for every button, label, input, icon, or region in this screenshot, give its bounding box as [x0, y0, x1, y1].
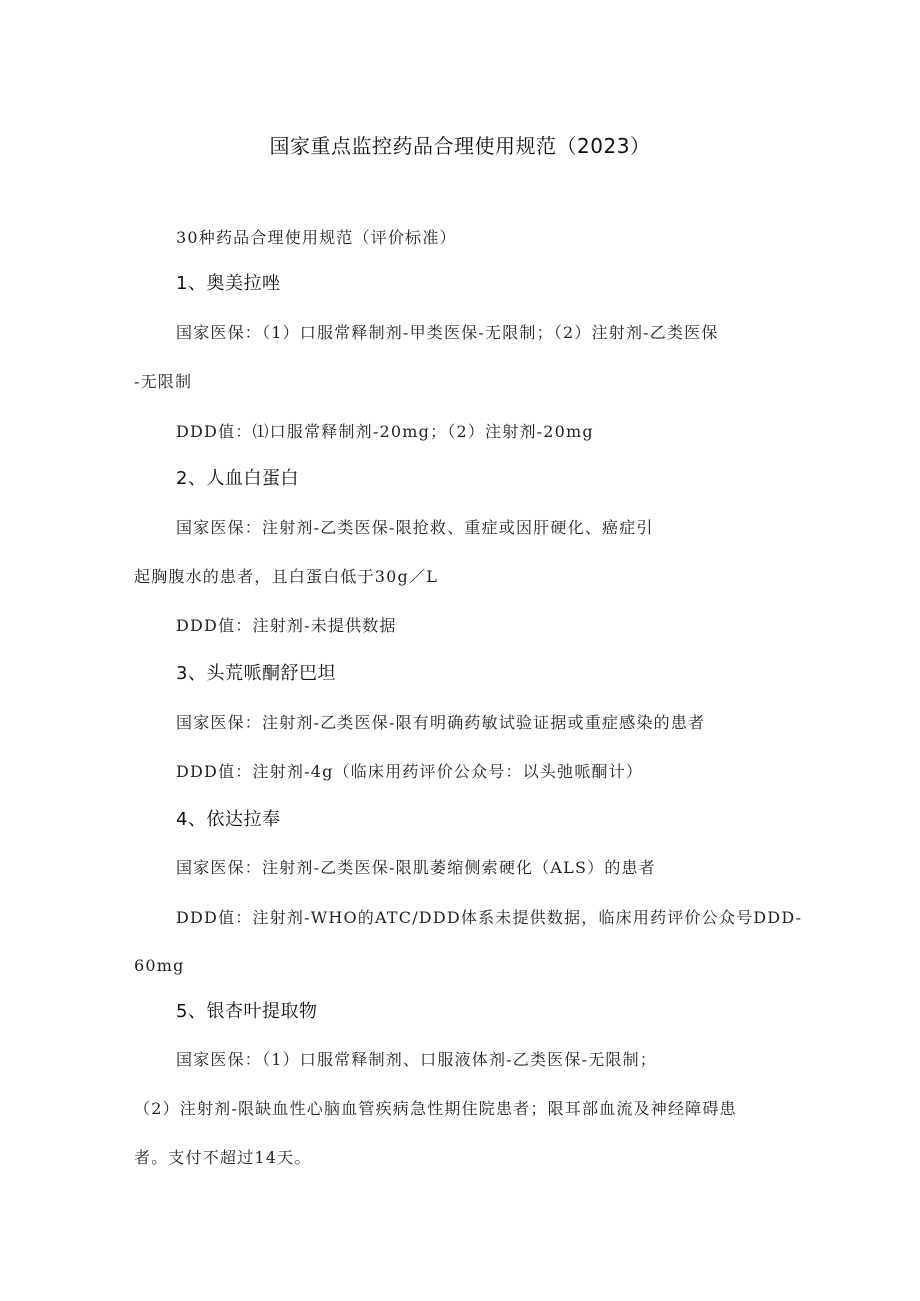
section-heading: 4、依达拉奉: [176, 809, 281, 830]
section-text: 国家医保：（1）口服常释制剂-甲类医保-无限制；（2）注射剂-乙类医保: [176, 323, 719, 342]
section-heading: 2、人血白蛋白: [176, 468, 299, 489]
section-text: DDD值：注射剂-未提供数据: [176, 616, 397, 635]
section-text: 国家医保：注射剂-乙类医保-限肌萎缩侧索硬化（ALS）的患者: [176, 858, 656, 877]
document-title: 国家重点监控药品合理使用规范（2023）: [269, 134, 651, 158]
section-text: 者。支付不超过14天。: [134, 1148, 312, 1167]
section-heading: 5、银杏叶提取物: [176, 1001, 318, 1022]
section-text: DDD值：⑴口服常释制剂-20mg；（2）注射剂-20mg: [176, 422, 594, 441]
section-text: DDD值：注射剂-WHO的ATC/DDD体系未提供数据，临床用药评价公众号DDD-: [176, 908, 803, 927]
section-text: （2）注射剂-限缺血性心脑血管疾病急性期住院患者；限耳部血流及神经障碍患: [134, 1099, 737, 1118]
section-heading: 3、头荒哌酮舒巴坦: [176, 663, 336, 684]
section-text: 国家医保：（1）口服常释制剂、口服液体剂-乙类医保-无限制；: [176, 1050, 657, 1069]
intro-text: 30种药品合理使用规范（评价标准）: [176, 228, 457, 247]
section-text: 国家医保：注射剂-乙类医保-限抢救、重症或因肝硬化、癌症引: [176, 518, 654, 537]
section-text: -无限制: [134, 372, 193, 391]
section-text: 60mg: [134, 956, 185, 975]
section-text: 起胸腹水的患者，且白蛋白低于30g／L: [134, 567, 439, 586]
section-text: DDD值：注射剂-4g（临床用药评价公众号：以头弛哌酮计）: [176, 762, 644, 781]
section-heading: 1、奥美拉唑: [176, 273, 281, 294]
section-text: 国家医保：注射剂-乙类医保-限有明确药敏试验证据或重症感染的患者: [176, 713, 706, 732]
